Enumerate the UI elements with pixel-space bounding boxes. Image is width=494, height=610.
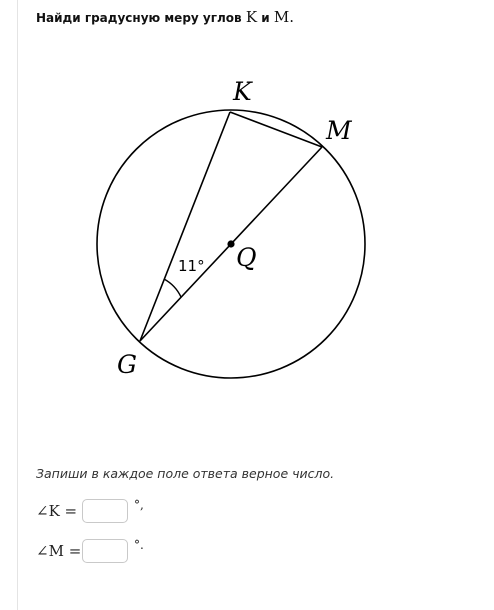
answer-unit-k: °, [134, 498, 144, 512]
point-label-m: M [326, 116, 352, 145]
task-title-and: и [261, 11, 270, 25]
answer-unit-m: °. [134, 538, 144, 552]
answer-row-k [36, 497, 144, 525]
task-title-var-m: M [273, 8, 290, 26]
answer-row-m [36, 537, 144, 565]
answer-input-m[interactable] [82, 539, 128, 563]
answer-label-k: ∠K = [36, 502, 78, 520]
instruction-text: Запиши в каждое поле ответа верное число. [36, 466, 335, 481]
task-title-var-k: K [245, 8, 258, 26]
answer-label-m: ∠M = [36, 542, 82, 560]
point-label-g: G [117, 350, 137, 379]
center-point-q [227, 240, 234, 247]
angle-arc-g [164, 279, 181, 297]
task-title-text: Найди градусную меру углов [36, 11, 242, 25]
point-label-k: K [233, 77, 252, 106]
answer-input-k[interactable] [82, 499, 128, 523]
chord-gk [140, 112, 230, 341]
point-label-q: Q [236, 243, 257, 272]
task-title-end: . [289, 8, 294, 26]
angle-label-11: 11° [178, 257, 205, 275]
